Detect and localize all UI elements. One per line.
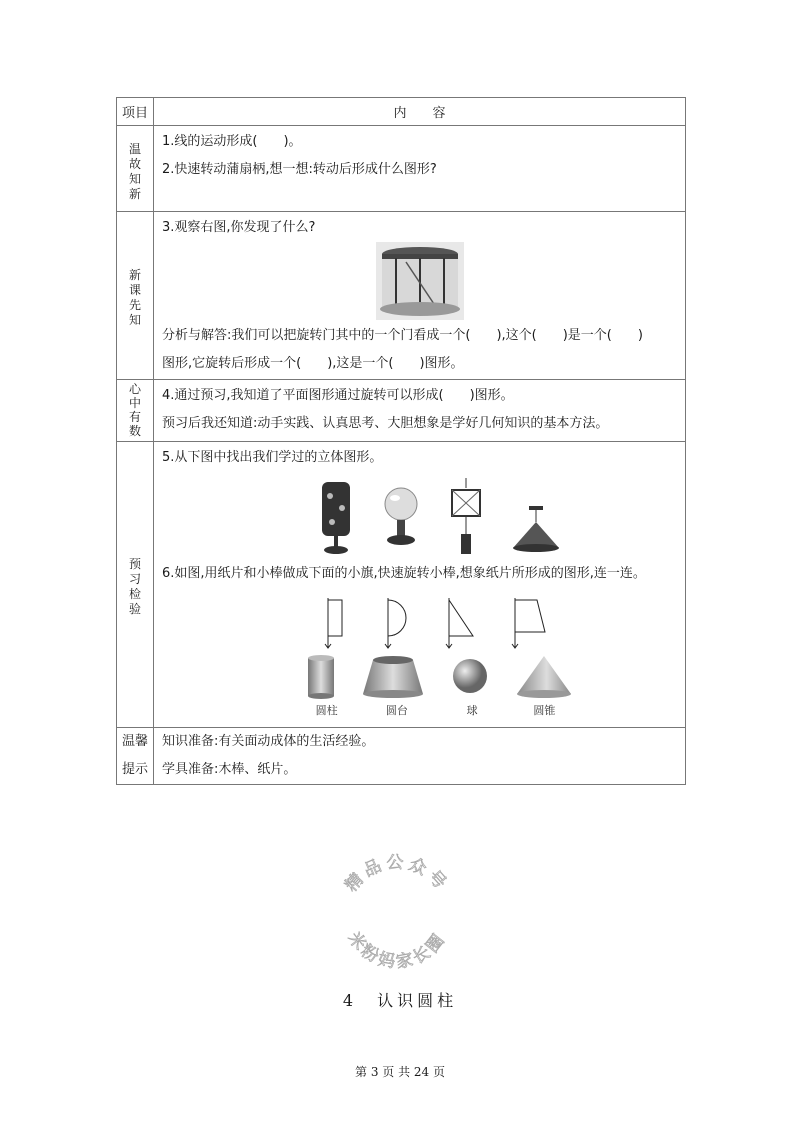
flag-trapezoid [509, 598, 549, 650]
label-insight: 心中有数 [128, 382, 141, 438]
lamp-images [154, 472, 685, 556]
worksheet-table [116, 97, 686, 785]
solid-sphere [450, 654, 490, 700]
header-item: 项目 [117, 98, 154, 126]
chapter-title: 4 认识圆柱 [342, 991, 458, 1010]
solid-cylinder [306, 654, 336, 700]
row-preview [117, 212, 686, 380]
solid-cone [515, 654, 573, 700]
lamp-1 [316, 478, 356, 556]
row-check [117, 442, 686, 728]
caption-cylinder: 圆柱 [315, 704, 338, 717]
solid-captions [154, 700, 685, 718]
table-header [117, 98, 686, 126]
label-tips-top: 温馨 [121, 734, 148, 749]
label-tips-bottom: 提示 [121, 762, 148, 777]
lamp-3 [446, 478, 486, 556]
tip-tools: 学具准备:木棒、纸片。 [162, 762, 297, 777]
analysis-line-1: 分析与解答:我们可以把旋转门其中的一个门看成一个( ),这个( )是一个( ) [162, 328, 643, 343]
caption-sphere: 球 [466, 704, 478, 717]
solid-figures [154, 650, 685, 700]
analysis-line-2: 图形,它旋转后形成一个( ),这是一个( )图形。 [162, 356, 464, 371]
flag-semicircle [382, 598, 412, 650]
question-5: 5.从下图中找出我们学过的立体图形。 [162, 450, 383, 465]
caption-frustum: 圆台 [385, 704, 408, 717]
label-review: 温故知新 [128, 142, 141, 201]
solid-frustum [361, 654, 425, 700]
header-content: 内 容 [154, 98, 686, 126]
flag-rectangle [320, 598, 350, 650]
lamp-4 [509, 506, 563, 556]
question-4: 4.通过预习,我知道了平面图形通过旋转可以形成( )图形。 [162, 388, 514, 403]
svg-text:精品公众号: 精品公众号 [341, 853, 453, 896]
revolving-door-image [154, 242, 685, 320]
page-footer: 第 3 页 共 24 页 [355, 1065, 445, 1079]
lamp-2 [379, 486, 423, 556]
tip-knowledge: 知识准备:有关面动成体的生活经验。 [162, 734, 375, 749]
question-3: 3.观察右图,你发现了什么? [162, 220, 316, 235]
flag-triangle [443, 598, 477, 650]
caption-cone: 圆锥 [533, 704, 556, 717]
question-4b: 预习后我还知道:动手实践、认真思考、大胆想象是学好几何知识的基本方法。 [162, 416, 609, 431]
label-preview: 新课先知 [128, 267, 141, 327]
question-6: 6.如图,用纸片和小棒做成下面的小旗,快速旋转小棒,想象纸片所形成的图形,连一连。 [162, 566, 646, 581]
question-1: 1.线的运动形成( )。 [162, 134, 302, 149]
label-check: 预习检验 [128, 556, 141, 616]
row-tips [117, 728, 686, 785]
question-2: 2.快速转动蒲扇柄,想一想:转动后形成什么图形? [162, 162, 437, 177]
row-insight [117, 380, 686, 442]
svg-text:米粉妈家长圈: 米粉妈家长圈 [343, 928, 451, 972]
flag-figures [154, 588, 685, 650]
watermark-stamp [330, 852, 464, 972]
row-review [117, 126, 686, 212]
